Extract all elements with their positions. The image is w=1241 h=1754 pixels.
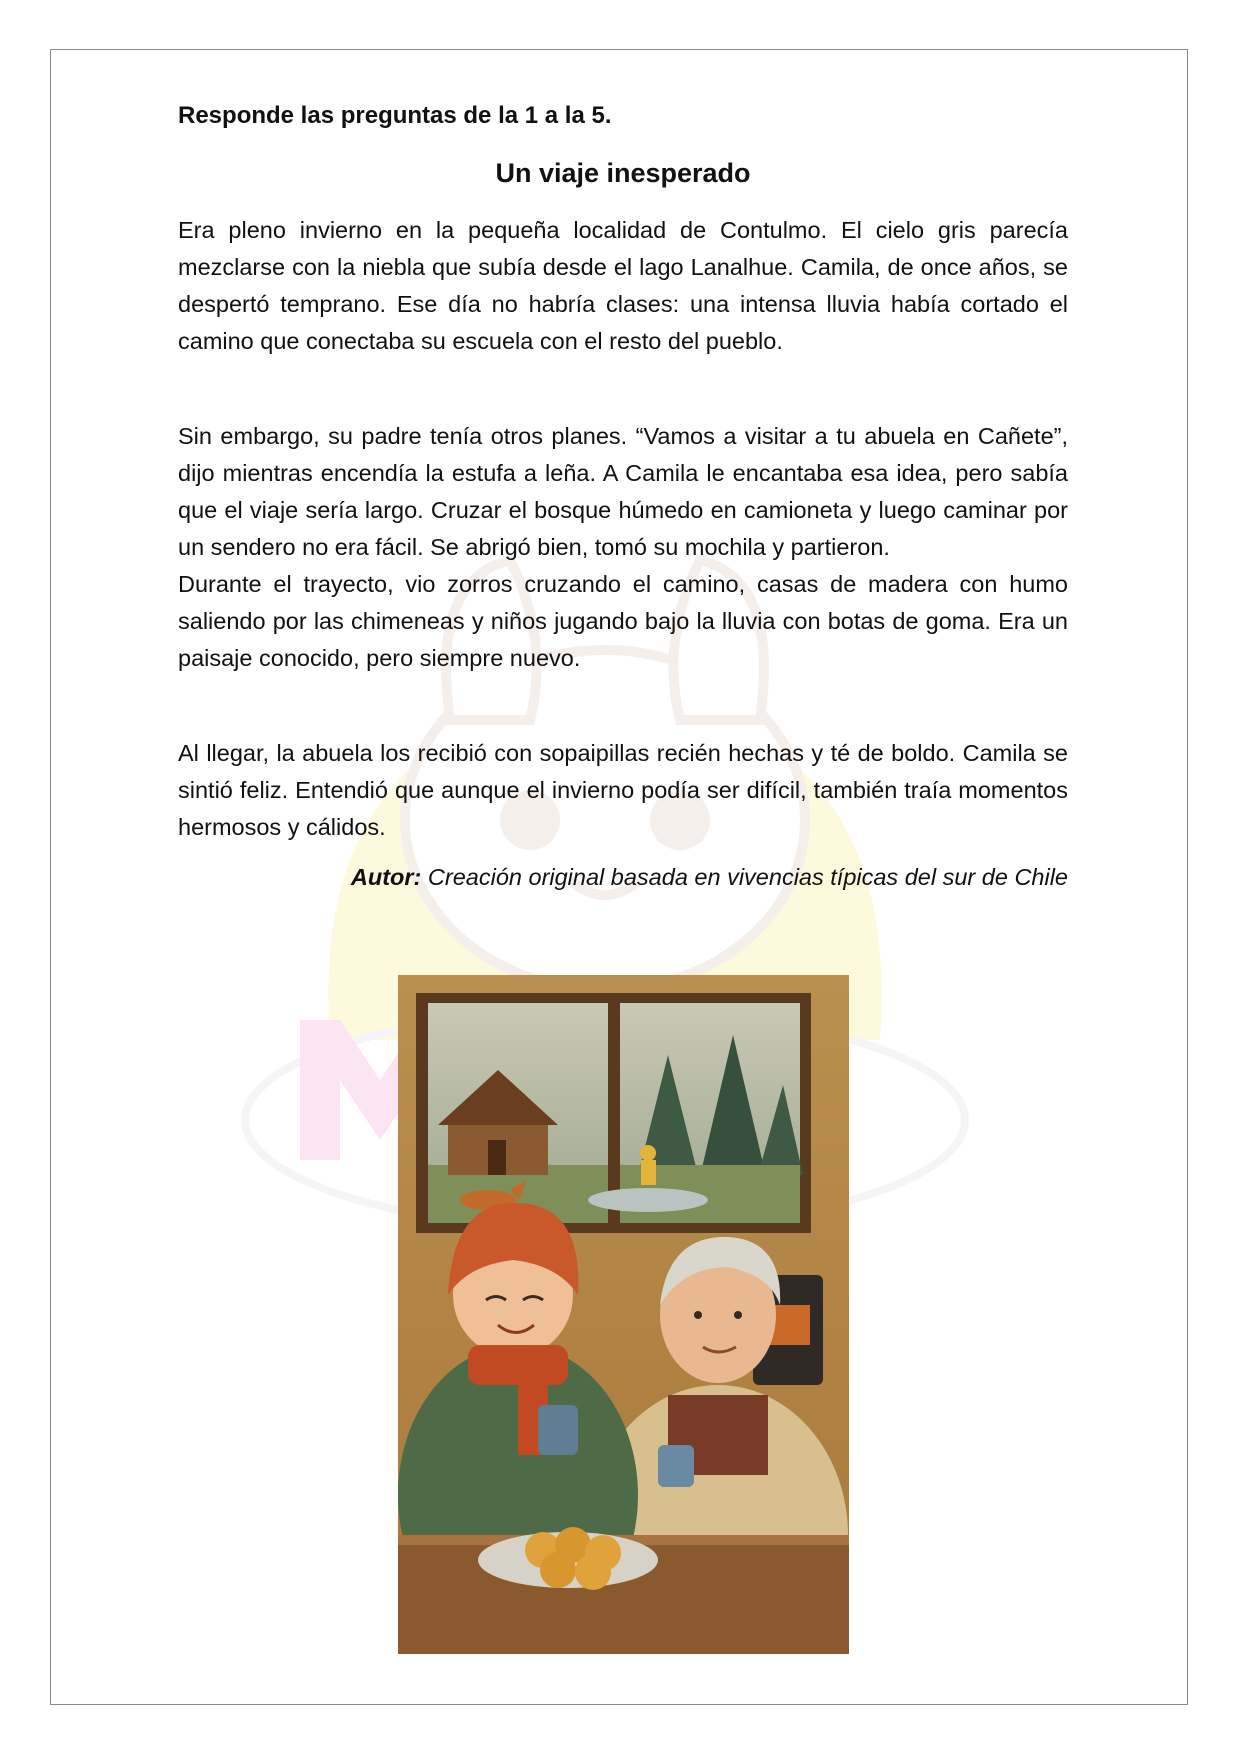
author-line: [178, 860, 1068, 894]
instructions: Responde las preguntas de la 1 a la 5.: [178, 102, 612, 129]
story-title: Un viaje inesperado: [495, 158, 751, 188]
document-body: [178, 100, 1068, 894]
author-text: Creación original basada en vivencias típicas del sur de Chile: [427, 864, 1068, 890]
paragraph-4: Al llegar, la abuela los recibió con sopaipillas recién hechas y té de boldo. Camila se sintió feliz. Entendió que aunque el invierno podía ser difícil, también traía momentos hermosos y cálidos.: [178, 740, 1068, 840]
paragraph-3: Durante el trayecto, vio zorros cruzando el camino, casas de madera con humo saliendo por las chimeneas y niños jugando bajo la lluvia con botas de goma. Era un paisaje conocido, pero siempre nuevo.: [178, 571, 1068, 671]
author-label: Autor:: [350, 864, 422, 890]
paragraph-1: Era pleno invierno en la pequeña localidad de Contulmo. El cielo gris parecía mezclarse con la niebla que subía desde el lago Lanalhue. Camila, de once años, se despertó temprano. Ese día no habría clases: una intensa lluvia había cortado el camino que conectaba su escuela con el resto del pueblo.: [178, 217, 1068, 354]
winter-visit-illustration: [398, 975, 849, 1654]
paragraph-2: Sin embargo, su padre tenía otros planes. “Vamos a visitar a tu abuela en Cañete”, dijo mientras encendía la estufa a leña. A Camila le encantaba esa idea, pero sabía que el viaje sería largo. Cruzar el bosque húmedo en camioneta y luego caminar por un sendero no era fácil. Se abrigó bien, tomó su mochila y partieron.: [178, 423, 1068, 560]
